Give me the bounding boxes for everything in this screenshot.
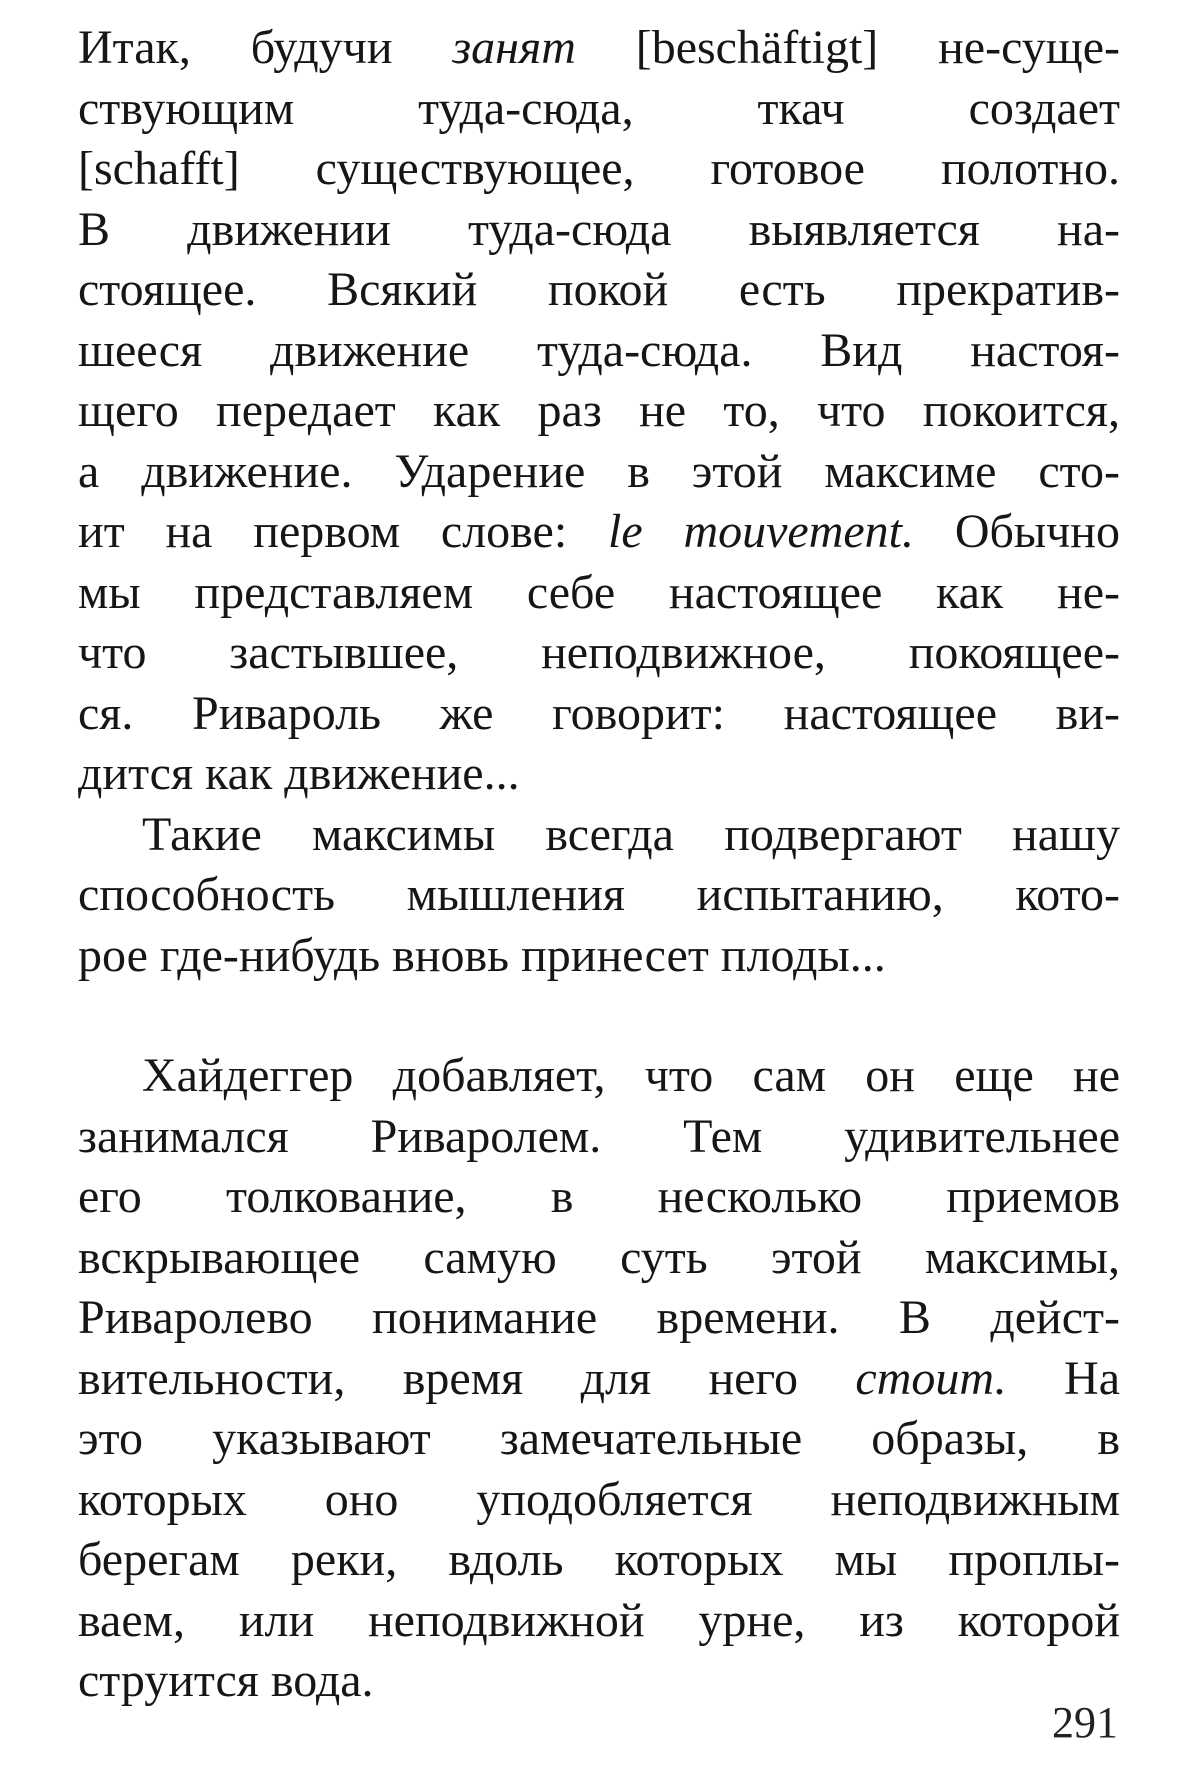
text-line: [78, 1349, 1120, 1410]
text-run: берегам реки, вдоль которых мы проплы-: [78, 1533, 1120, 1586]
text-line: [78, 1167, 1120, 1228]
text-run: которых оно уподобляется неподвижным: [78, 1472, 1120, 1526]
text-run: его толкование, в несколько приемов: [78, 1170, 1120, 1223]
text-line: [78, 1288, 1120, 1349]
text-run: дится как движение...: [78, 747, 520, 800]
text-run: шееся движение туда-сюда. Вид настоя-: [78, 323, 1120, 377]
text-run: Риваролево понимание времени. В дейст-: [78, 1291, 1120, 1344]
text-run: [schafft] существующее, готовое полотно.: [78, 142, 1120, 195]
paragraph-gap: [78, 986, 1120, 1046]
text-run: рое где-нибудь вновь принесет плоды...: [78, 928, 886, 982]
paragraph: [78, 18, 1120, 805]
text-line: [78, 1228, 1120, 1289]
italic-text: занят: [452, 21, 576, 74]
text-line: [78, 18, 1120, 79]
text-run: стоящее. Всякий покой есть прекратив-: [78, 263, 1120, 316]
paragraph: [78, 1046, 1120, 1712]
text-run: что застывшее, неподвижное, покоящее-: [78, 626, 1120, 679]
text-run: ся. Ривароль же говорит: настоящее ви-: [78, 686, 1120, 740]
text-run: В движении туда-сюда выявляется на-: [78, 202, 1120, 256]
text-run: Обычно: [914, 505, 1120, 558]
text-run: Такие максимы всегда подвергают нашу: [142, 807, 1120, 861]
text-line: [78, 381, 1120, 442]
italic-text: le mouvement.: [607, 505, 915, 558]
text-run: струится вода.: [78, 1654, 374, 1707]
text-line: [78, 1409, 1120, 1470]
text-line: [78, 926, 1120, 987]
text-line: [78, 684, 1120, 745]
text-run: Хайдеггер добавляет, что сам он еще не: [142, 1049, 1120, 1102]
text-run: вительности, время для него: [78, 1351, 856, 1405]
text-line: [78, 502, 1120, 563]
page-number: 291: [1052, 1698, 1118, 1747]
text-run: вскрывающее самую суть этой максимы,: [78, 1230, 1120, 1284]
text-line: [78, 1591, 1120, 1652]
text-run: а движение. Ударение в этой максиме сто-: [78, 444, 1120, 498]
paragraph: [78, 805, 1120, 987]
text-run: это указывают замечательные образы, в: [78, 1412, 1120, 1465]
text-line: [78, 1470, 1120, 1531]
page-body: [78, 18, 1120, 1712]
text-line: [78, 1530, 1120, 1591]
text-run: способность мышления испытанию, кото-: [78, 868, 1120, 921]
text-line: [78, 79, 1120, 140]
text-run: На: [1006, 1351, 1120, 1405]
text-run: ствующим туда-сюда, ткач создает: [78, 81, 1120, 135]
text-line: [78, 1107, 1120, 1168]
text-line: [78, 1046, 1120, 1107]
text-run: занимался Риваролем. Тем удивительнее: [78, 1109, 1120, 1163]
text-run: [beschäftigt] не-суще-: [575, 21, 1120, 74]
text-line: [78, 139, 1120, 200]
text-line: [78, 442, 1120, 503]
text-line: [78, 1651, 1120, 1712]
text-line: [78, 623, 1120, 684]
text-run: щего передает как раз не то, что покоится,: [78, 384, 1120, 437]
text-run: мы представляем себе настоящее как не-: [78, 565, 1120, 619]
italic-text: стоит.: [855, 1351, 1007, 1405]
text-line: [78, 200, 1120, 261]
text-line: [78, 321, 1120, 382]
text-run: ит на первом слове:: [78, 505, 608, 558]
text-line: [78, 744, 1120, 805]
text-line: [78, 865, 1120, 926]
text-run: ваем, или неподвижной урне, из которой: [78, 1593, 1120, 1647]
text-line: [78, 260, 1120, 321]
text-run: Итак, будучи: [78, 21, 453, 74]
text-line: [78, 805, 1120, 866]
text-line: [78, 563, 1120, 624]
